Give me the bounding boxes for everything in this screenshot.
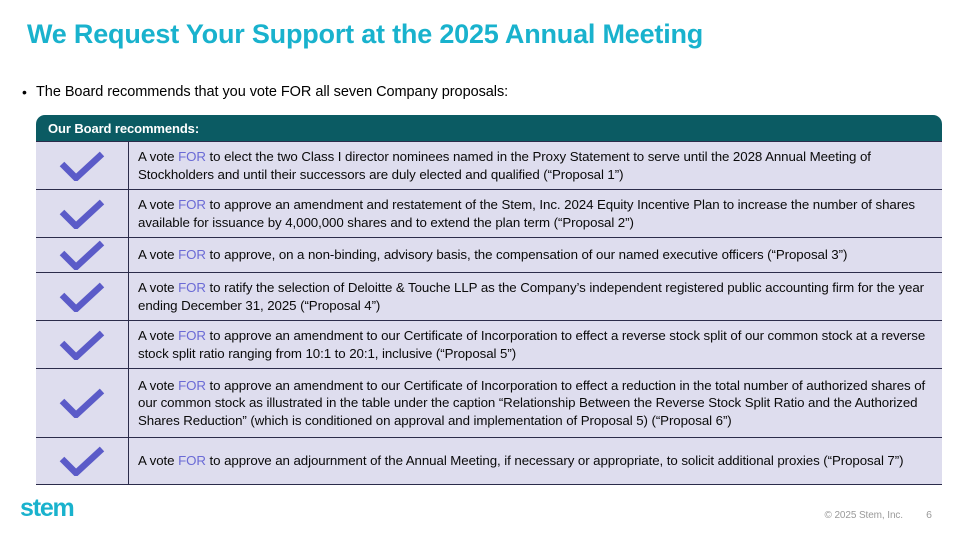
check-mark-icon <box>59 446 105 476</box>
recommendation-check-cell <box>36 369 129 437</box>
recommendation-text: A vote FOR to approve an amendment to our Certificate of Incorporation to effect a reverse stock split of our common stock at a reverse stock split ratio ranging from 10:1 to 20:1, inclusive (“Proposal 5”) <box>138 328 926 361</box>
vote-for-emphasis: FOR <box>178 377 206 393</box>
vote-for-emphasis: FOR <box>178 149 206 164</box>
page-number: 6 <box>926 509 932 521</box>
recommendation-text-cell <box>129 321 942 368</box>
recommendation-text: A vote FOR to approve an amendment to our Certificate of Incorporation to effect a reduction in the total number of authorized shares of our common stock as illustrated in the table under the caption “Relationship Between the Reverse Stock Split Ratio and the Authorized Shares Reduction” (which is conditioned on approval and implementation of Proposal 5) (“Proposal 6”) <box>138 377 926 428</box>
recommendation-check-cell <box>36 142 129 189</box>
table-row <box>36 321 942 369</box>
copyright-text: © 2025 Stem, Inc. <box>824 510 903 521</box>
table-row <box>36 238 942 273</box>
table-row <box>36 190 942 238</box>
check-mark-icon <box>59 240 105 270</box>
recommendation-text-cell <box>129 190 942 237</box>
table-body <box>36 141 942 485</box>
intro-bullet <box>20 82 920 102</box>
recommendation-text: A vote FOR to ratify the selection of Deloitte & Touche LLP as the Company’s independent registered public accounting firm for the year ending December 31, 2025 (“Proposal 4”) <box>138 280 925 313</box>
recommendation-text-cell <box>129 273 942 320</box>
recommendation-check-cell <box>36 321 129 368</box>
vote-for-emphasis: FOR <box>178 247 206 263</box>
recommendation-text: A vote FOR to approve an amendment and restatement of the Stem, Inc. 2024 Equity Incentive Plan to increase the number of shares available for issuance by 4,000,000 shares and to extend the plan term (“Proposal 2”) <box>138 197 915 230</box>
recommendation-text-cell <box>129 238 942 272</box>
intro-bullet-text: The Board recommends that you vote FOR all seven Company proposals: <box>36 84 509 100</box>
table-row <box>36 273 942 321</box>
stem-logo: stem <box>20 494 74 522</box>
table-row <box>36 142 942 190</box>
recommendation-check-cell <box>36 438 129 484</box>
check-mark-icon <box>59 199 105 229</box>
recommendation-text-cell <box>129 438 942 484</box>
recommendation-text: A vote FOR to approve an adjournment of the Annual Meeting, if necessary or appropriate, to solicit additional proxies (“Proposal 7”) <box>138 453 904 469</box>
vote-for-emphasis: FOR <box>178 453 206 469</box>
recommendation-text: A vote FOR to approve, on a non-binding, advisory basis, the compensation of our named executive officers (“Proposal 3”) <box>138 247 848 263</box>
vote-for-emphasis: FOR <box>178 280 206 295</box>
board-recommendations-table <box>36 115 942 485</box>
table-header <box>36 115 942 141</box>
recommendation-check-cell <box>36 190 129 237</box>
table-row <box>36 438 942 485</box>
recommendation-check-cell <box>36 238 129 272</box>
page-title: We Request Your Support at the 2025 Annual Meeting <box>27 19 704 49</box>
check-mark-icon <box>59 388 105 418</box>
table-row <box>36 369 942 438</box>
check-mark-icon <box>59 282 105 312</box>
vote-for-emphasis: FOR <box>178 328 206 343</box>
vote-for-emphasis: FOR <box>178 197 206 212</box>
check-mark-icon <box>59 151 105 181</box>
recommendation-text: A vote FOR to elect the two Class I director nominees named in the Proxy Statement to serve until the 2028 Annual Meeting of Stockholders and until their successors are duly elected and qualified (“Proposal 1”) <box>138 149 871 182</box>
check-mark-icon <box>59 330 105 360</box>
recommendation-check-cell <box>36 273 129 320</box>
recommendation-text-cell <box>129 142 942 189</box>
bullet-marker-icon: • <box>22 84 27 100</box>
recommendation-text-cell <box>129 369 942 437</box>
table-header-label: Our Board recommends: <box>48 120 200 136</box>
